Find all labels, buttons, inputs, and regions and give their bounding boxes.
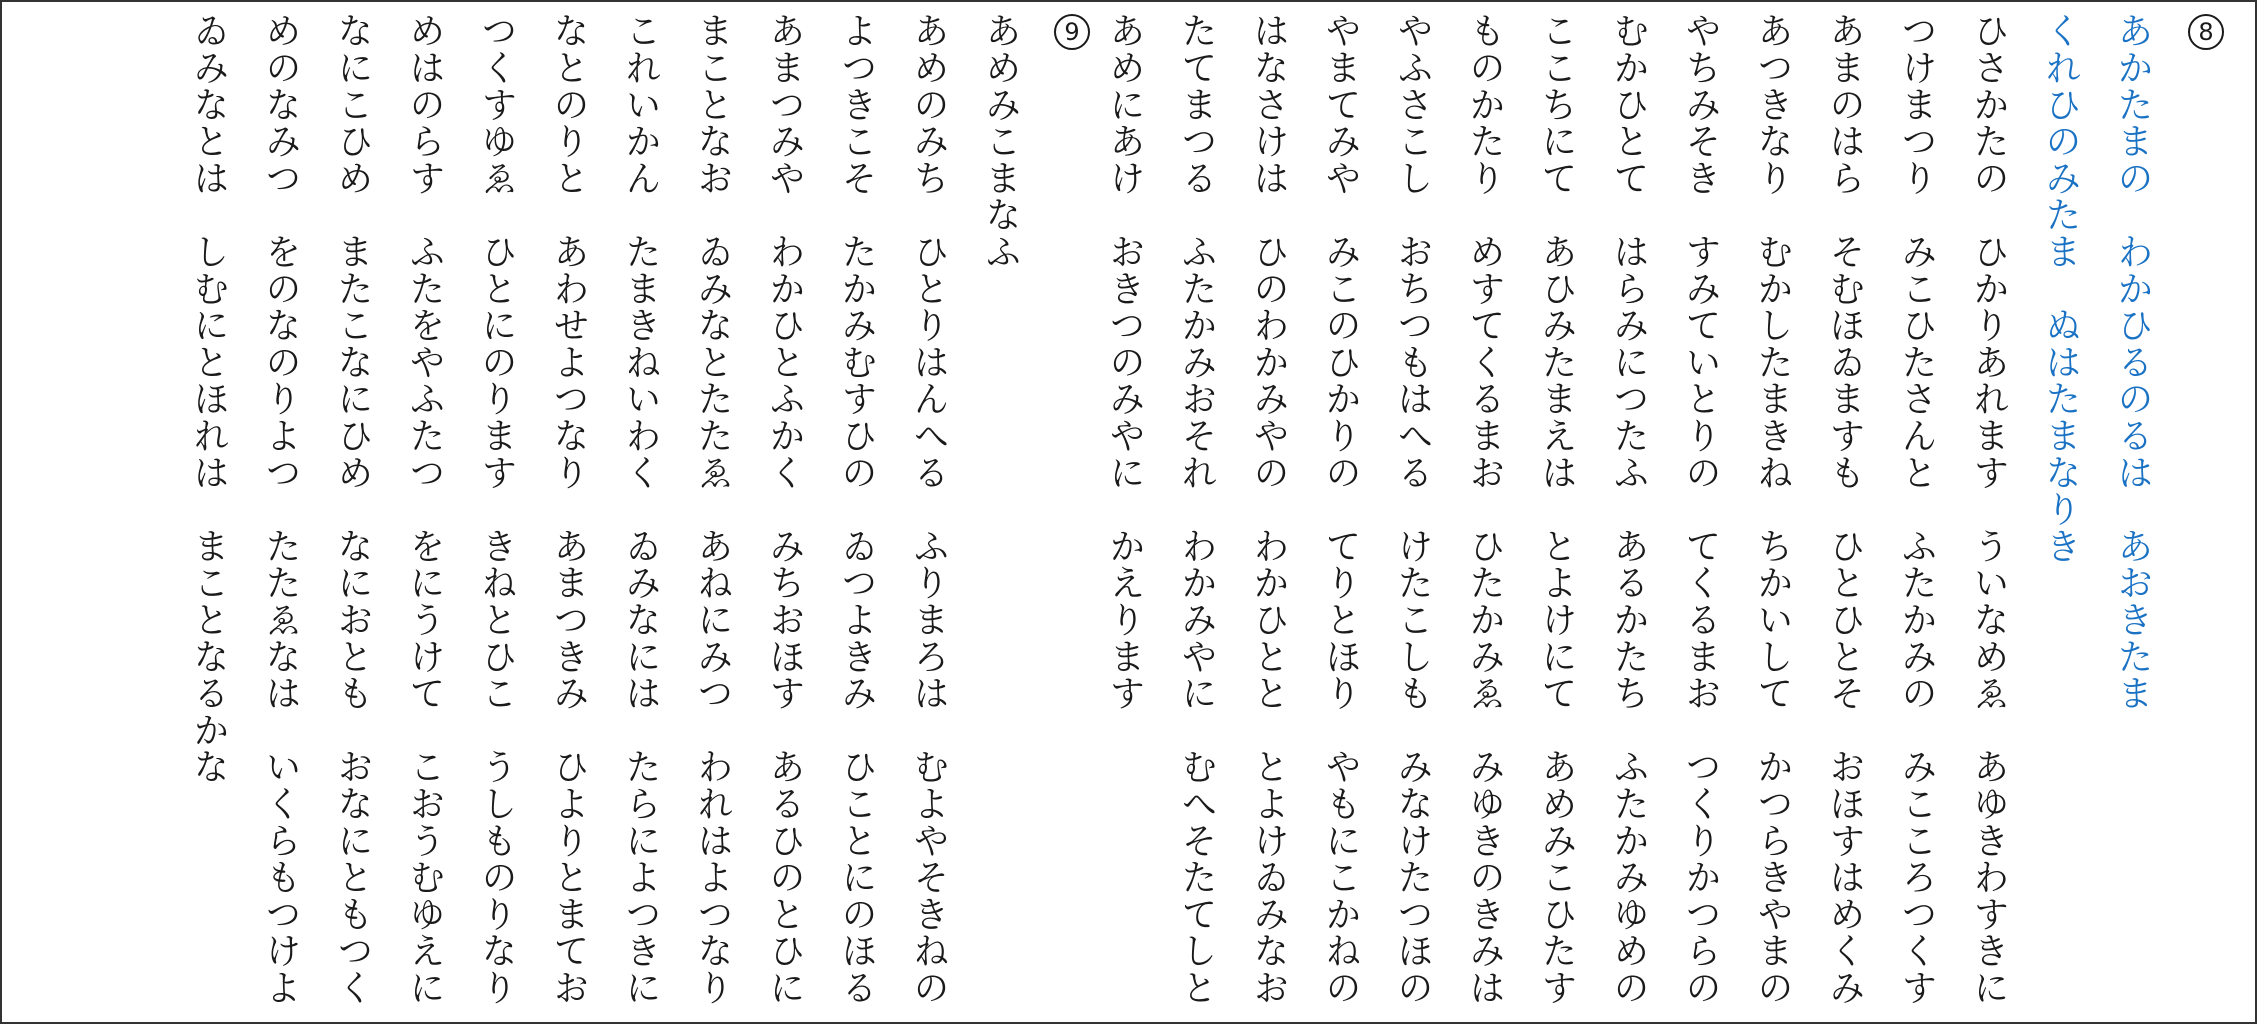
verse-line: むかひとて はらみにつたふ あるかたち ふたかみゆめの [1608,12,1649,1006]
verse-line: めのなみつ をのなのりよつ たたゑなは いくらもつけよ [260,12,301,1006]
verse-line: つくすゆゑ ひとにのります きねとひこ うしものりなり [476,12,517,1006]
verse-line: あまのはら そむほゐますも ひとひとそ おほすはめくみ [1824,12,1865,1006]
verse-line: やふさこし おちつもはへる けたこしも みなけたつほの [1392,12,1433,1006]
section-8-title-line-2: くれひのみたま ぬはたまなりき [2040,12,2081,564]
verse-line: たてまつる ふたかみおそれ わかみやに むへそたてしと [1176,12,1217,1006]
section-number-9: 9 [1054,14,1090,50]
verse-line: やちみそき すみていとりの てくるまお つくりかつらの [1680,12,1721,1006]
verse-line: ものかたり めすてくるまお ひたかみゑ みゆきのきみは [1464,12,1505,1006]
verse-line: これいかん たまきねいわく ゐみなには たらによつきに [620,12,661,1006]
verse-line: なにこひめ またこなにひめ なにおとも おなにともつく [332,12,373,1006]
verse-line: やまてみや みこのひかりの てりとほり やもにこかねの [1320,12,1361,1006]
verse-line: なとのりと あわせよつなり あまつきみ ひよりとまてお [548,12,589,1006]
verse-line: はなさけは ひのわかみやの わかひとと とよけゐみなお [1248,12,1289,1006]
verse-line: あめにあけ おきつのみやに かえります [1104,12,1145,712]
verse-line: ゐみなとは しむにとほれは まことなるかな [188,12,229,785]
verse-line: あめのみち ひとりはんへる ふりまろは むよやそきねの [908,12,949,1006]
section-8-title-line-1: あかたまの わかひるのるは あおきたま [2112,12,2153,712]
verse-line: めはのらす ふたをやふたつ をにうけて こおうむゆえに [404,12,445,1006]
verse-line: ここちにて あひみたまえは とよけにて あめみこひたす [1536,12,1577,1006]
verse-line: よつきこそ たかみむすひの ゐつよきみ ひことにのほる [836,12,877,1006]
verse-line: つけまつり みこひたさんと ふたかみの みこころつくす [1896,12,1937,1006]
verse-line: あつきなり むかしたまきね ちかいして かつらきやまの [1752,12,1793,1006]
verse-line: まことなお ゐみなとたたゑ あねにみつ われはよつなり [692,12,733,1006]
verse-line: あまつみや わかひとふかく みちおほす あるひのとひに [764,12,805,1006]
verse-line: ひさかたの ひかりあれます ういなめゑ あゆきわすきに [1968,12,2009,1006]
section-9-title: あめみこまなふ [980,12,1021,270]
section-number-8: 8 [2188,14,2224,50]
